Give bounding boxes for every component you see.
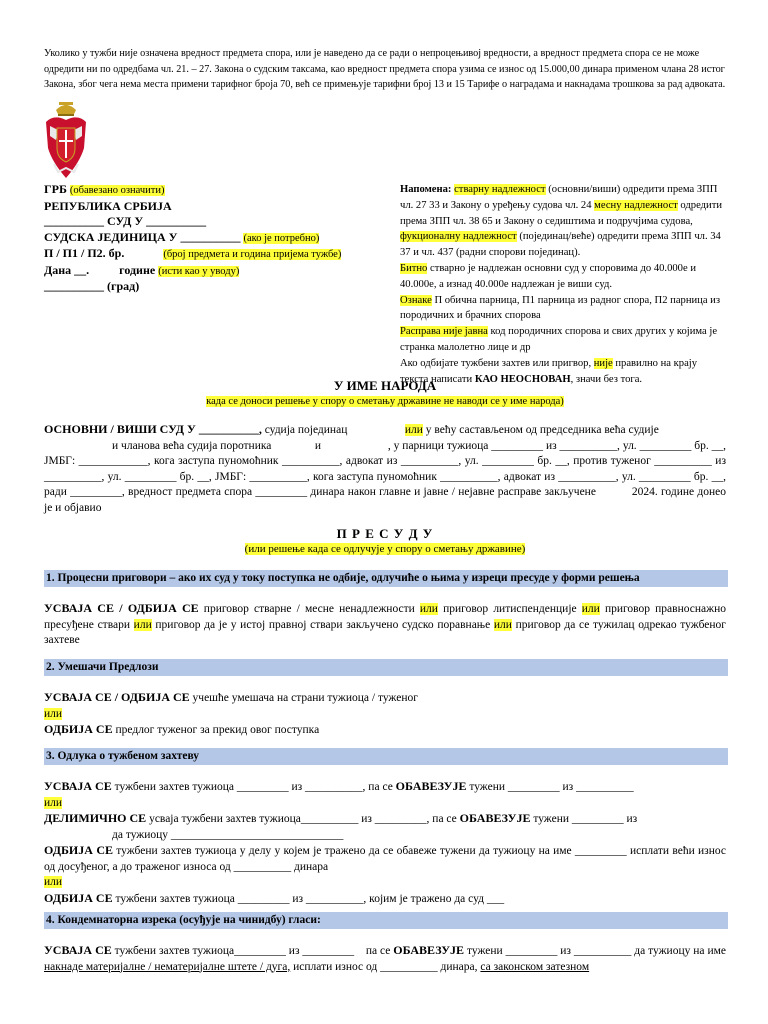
decision-bold: УСВАЈА СЕ / ОДБИЈА СЕ [44,690,190,704]
city-line: __________ (град) [44,279,140,293]
coat-of-arms-icon [44,100,88,182]
republic-label: РЕПУБЛИКА СРБИЈА [44,198,172,213]
underlined-text: накнаде материјалне / нематеријалне штете / дуга, [44,960,291,973]
note-text: , значи без тога. [570,373,643,385]
date-line: Дана __. године [44,262,156,277]
body-text: тужбени захтев тужиоца у делу у којем је тражено да се обавеже тужени да тужиоцу на име _________ исплати већи износ од досуђеног, а до траженог износа од __________ динара [44,845,726,873]
note-text: стварно је надлежан основни суд у споровима до 40.000е и 40.000е, а изнад 40.000е надлежан је виши суд. [400,262,696,290]
note-block [400,182,726,387]
body-text: приговор да је у истој правној ствари закључено судско поравнање [151,618,494,631]
underlined-text: са законском затезном [480,960,590,973]
note-text: Ако одбијате тужбени захтев или пригвор, [400,357,594,369]
in-name-title: У ИМЕ НАРОДА [333,378,437,393]
or-highlight: или [419,603,438,615]
note-text: П обична парница, П1 парница из радног спора, П2 парница из породичних и брачних спорова [400,294,721,322]
decision-bold: ОДБИЈА СЕ [44,890,113,905]
decision-bold: ОБАВЕЗУЈЕ [459,811,531,825]
note-highlight: Расправа није јавна [400,326,488,338]
verdict-note: (или решење када се одлучује у спору о сметању државине) [244,543,526,555]
grb-label: ГРБ [44,182,67,196]
unit-line: СУДСКА ЈЕДИНИЦА У __________ [44,229,241,244]
body-text: приговор да се тужилац одрекао тужбеног захтеве [44,618,726,646]
section-header-1: 1. Процесни приговори – ако их суд у току поступка не одбије, одлучиће о њима у изреци пресуде у форми решења [44,570,728,587]
section-3-body [44,779,726,907]
decision-bold: ОДБИЈА СЕ [44,843,113,857]
decision-bold: ОБАВЕЗУЈЕ [395,779,467,793]
body-text: тужбени захтев тужиоца_________ из _________ па се [111,945,394,957]
or-highlight: или [404,424,423,436]
section-header-3: 3. Одлука о тужбеном захтеву [44,748,728,765]
note-text: код породичних спорова и свих других у којима је странка малолетно лице и др [400,326,718,353]
note-highlight: Ознаке [400,294,432,306]
intro-text: у већу састављеном од председника већа судије [422,424,659,436]
verdict-introduction [44,422,729,516]
note-text: правилно на крају текста написати [400,357,698,385]
intro-text: судија појединац [261,424,405,436]
body-text: усваја тужбени захтев тужиоца__________ из _________, па се [146,813,460,825]
note-highlight: фукционалну надлежност [400,231,517,243]
note-highlight: није [593,357,613,369]
note-text: (појединац/веће) одредити према ЗПП чл. 34 37 и чл. 437 (радни спорови појединац). [400,231,721,259]
section-header-2: 2. Умешачи Предлози [44,659,728,676]
court-name: ОСНОВНИ / ВИШИ СУД У __________, [44,422,262,436]
body-text: приговор литиспенденције [437,603,582,615]
body-text: тужбени захтев тужиоца _________ из __________, па се [111,781,396,793]
body-text: тужени _________ из __________ да тужиоцу на име [464,945,726,957]
case-note: (број предмета и година пријема тужбе) [163,249,342,260]
body-text: предлог туженог за прекид овог поступка [112,724,320,736]
or-highlight: или [493,618,512,631]
unit-note: (ако је потребно) [243,232,320,244]
decision-bold: ДЕЛИМИЧНО СЕ [44,811,147,825]
or-highlight: или [44,707,63,720]
in-name-note: када се доноси решење у спору о сметању државине не наводи се у име народа) [206,396,564,407]
body-text: тужени _________ из __________ [466,781,634,793]
decision-bold: ОБАВЕЗУЈЕ [393,943,465,957]
grb-note: (обавезано означити) [69,185,165,196]
note-text: (основни/виши) одредити према ЗПП чл. 27 33 и Закону о уређењу судова чл. 24 [400,184,718,211]
body-text: приговор стварне / месне ненадлежности [198,603,420,615]
note-highlight: Битно [400,262,428,274]
section-2-body [44,690,726,739]
decision-bold: УСВАЈА СЕ [44,779,112,793]
body-text: тужени _________ из [530,813,638,825]
body-text: учешће умешача на страни тужиоца / туженог [189,692,418,704]
decision-bold: УСВАЈА СЕ / ОДБИЈА СЕ [44,601,199,615]
note-label: Напомена: [400,184,452,195]
body-text: приговор правноснажно пресуђене ствари [44,603,726,631]
body-text: тужбени захтев тужиоца _________ из __________, којим је тражено да суд ___ [112,892,505,905]
or-highlight: или [44,796,63,809]
court-header [44,182,384,295]
intro-text: и чланова већа судија поротника и , у парници тужиоца _________ из __________, ул. _________ бр. __, ЈМБГ: ____________, кога заступа пуномоћник __________, адвокат из __________, ул. _________ бр. __, против туженог __________ из __________, ул. _________ бр. __, ЈМБГ: __________, кога заступа пуномоћник __________, адвокат из __________, ул. _________ бр. __, ради _________, вредност предмета спора _________ динара након главне и јавне / нејавне расправе закључене 2024. године донео је и објавио [44,439,729,514]
or-highlight: или [581,603,600,615]
body-text: исплати износ од __________ динара, [290,960,481,973]
date-note: (исти као у уводу) [158,265,240,277]
court-line: __________ СУД У __________ [44,214,207,228]
note-highlight: месну надлежност [594,199,678,211]
note-highlight: стварну надлежност [454,184,546,195]
decision-bold: УСВАЈА СЕ [44,943,112,957]
intro-paragraph: Уколико у тужби није означена вредност предмета спора, или је наведено да се ради о непроцењивој вредности, а вредност предмета спора се не може одредити ни по одредбама чл. 21. – 27. Закона о судским таксама, као вредност предмета спора узима се износ од 15.000,00 динара применом члана 28 истог Закона, због чега нема места примени тарифног броја 70, већ се примењује тарифни број 13 и 15 Тарифе о наградама и накнадама трошкова за рад адвоката. [44,48,726,90]
note-bold: КАО НЕОСНОВАН [474,373,571,385]
case-number-line: П / П1 / П2. бр. [44,246,125,260]
note-text: одредити према ЗПП чл. 38 65 и Закону о седиштима и подручјима судова, [400,199,723,227]
or-highlight: или [133,618,152,631]
section-header-4: 4. Кондемнаторна изрека (осуђује на чинидбу) гласи: [44,912,728,929]
section-1-body [44,601,726,649]
decision-bold: ОДБИЈА СЕ [44,722,113,736]
section-4-body [44,943,726,975]
body-text: да тужиоцу ______________________________ [112,828,344,841]
verdict-title: П Р Е С У Д У [336,526,434,541]
or-highlight: или [44,876,63,888]
